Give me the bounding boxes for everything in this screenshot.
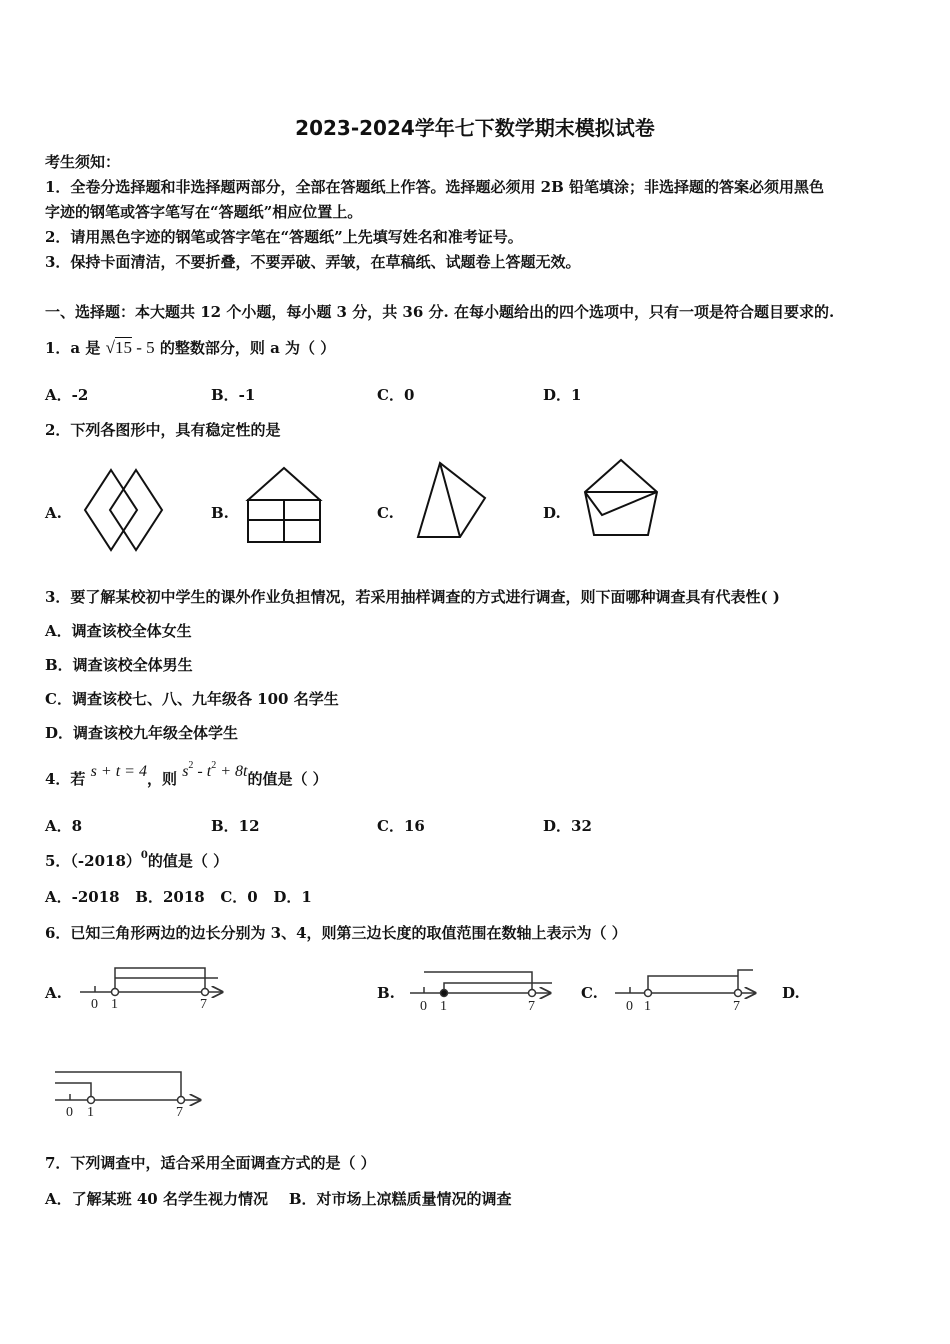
- q1-option-c[interactable]: C．0: [377, 386, 415, 404]
- tick-d-0: 0: [66, 1105, 73, 1120]
- q1-prefix: 1．a 是: [45, 339, 101, 357]
- q1-option-a[interactable]: A．-2: [45, 386, 89, 404]
- number-line-d: [55, 1072, 200, 1104]
- q4-suffix: 的值是（ ）: [247, 770, 328, 788]
- tick-d-1: 1: [87, 1105, 94, 1120]
- q7-stem: 7．下列调查中，适合采用全面调查方式的是（ ）: [45, 1154, 376, 1172]
- q2-label-b[interactable]: B.: [211, 504, 229, 522]
- q4-prefix: 4．若: [45, 770, 86, 788]
- q3-stem: 3．要了解某校初中学生的课外作业负担情况，若采用抽样调查的方式进行调查，则下面哪种调查具有代表性( ): [45, 588, 780, 606]
- q1-option-b[interactable]: B．-1: [211, 386, 256, 404]
- q2-label-c[interactable]: C.: [377, 504, 394, 522]
- q5-stem-b: 的值是（ ）: [147, 852, 229, 870]
- q5-options[interactable]: A．-2018 B．2018 C．0 D．1: [45, 888, 312, 906]
- tick-b-1: 1: [440, 999, 447, 1014]
- q6-label-d[interactable]: D.: [782, 984, 800, 1002]
- q1-minus: - 5: [131, 338, 155, 357]
- q4-exp-1: 2: [188, 760, 194, 771]
- q4-option-d[interactable]: D．32: [543, 817, 592, 835]
- tick-a-1: 1: [111, 997, 118, 1012]
- number-line-c: [615, 970, 755, 997]
- tick-a-0: 0: [91, 997, 98, 1012]
- q2-label-d[interactable]: D.: [543, 504, 561, 522]
- q7-options[interactable]: A．了解某班 40 名学生视力情况 B．对市场上凉糕质量情况的调查: [45, 1190, 512, 1208]
- q2-label-a[interactable]: A.: [45, 504, 62, 522]
- sqrt-expression: √15 - 5: [105, 338, 155, 357]
- number-line-a: [80, 968, 222, 996]
- q1-suffix: 的整数部分，则 a 为（ ）: [159, 339, 336, 357]
- tick-a-7: 7: [200, 997, 207, 1012]
- q4-exp-2: 2: [211, 760, 217, 771]
- q3-option-a[interactable]: A．调查该校全体女生: [45, 622, 192, 640]
- q4-expr-tail: + 8t: [216, 763, 248, 780]
- notice-line-2: 2．请用黑色字迹的钢笔或答字笔在“答题纸”上先填写姓名和准考证号。: [45, 228, 523, 246]
- notice-line-1b: 字迹的钢笔或答字笔写在“答题纸”相应位置上。: [45, 203, 363, 221]
- q3-option-c[interactable]: C．调查该校七、八、九年级各 100 名学生: [45, 690, 339, 708]
- q1-radicand: 15: [114, 338, 132, 357]
- tick-b-0: 0: [420, 999, 427, 1014]
- section-heading: 一、选择题：本大题共 12 个小题，每小题 3 分，共 36 分. 在每小题给出的四个选项中，只有一项是符合题目要求的.: [45, 303, 835, 321]
- q2-stem: 2．下列各图形中，具有稳定性的是: [45, 421, 281, 439]
- q5-exponent: 0: [140, 850, 148, 861]
- tick-d-7: 7: [176, 1105, 183, 1120]
- q6-label-c[interactable]: C.: [581, 984, 598, 1002]
- q4-expr-mid: - t: [193, 763, 212, 780]
- q4-option-b[interactable]: B．12: [211, 817, 260, 835]
- q1-option-d[interactable]: D．1: [543, 386, 582, 404]
- tick-b-7: 7: [528, 999, 535, 1014]
- notice-line-3: 3．保持卡面清洁，不要折叠，不要弄破、弄皱，在草稿纸、试题卷上答题无效。: [45, 253, 581, 271]
- tick-c-0: 0: [626, 999, 633, 1014]
- number-line-b: [410, 972, 552, 997]
- tick-c-7: 7: [733, 999, 740, 1014]
- page-title: 2023-2024学年七下数学期末模拟试卷: [295, 116, 655, 140]
- notice-heading: 考生须知：: [45, 153, 121, 171]
- q5-stem-a: 5．（-2018）: [45, 852, 141, 870]
- q6-stem: 6．已知三角形两边的边长分别为 3、4，则第三边长度的取值范围在数轴上表示为（ ）: [45, 924, 627, 942]
- q4-condition: s + t = 4: [90, 763, 147, 780]
- notice-line-1a: 1．全卷分选择题和非选择题两部分，全部在答题纸上作答。选择题必须用 2B 铅笔填涂；非选择题的答案必须用黑色: [45, 178, 825, 196]
- q4-option-c[interactable]: C．16: [377, 817, 425, 835]
- q4-option-a[interactable]: A．8: [45, 817, 83, 835]
- q3-option-b[interactable]: B．调查该校全体男生: [45, 656, 193, 674]
- q3-option-d[interactable]: D．调查该校九年级全体学生: [45, 724, 239, 742]
- q4-expr-s: s: [182, 763, 189, 780]
- q4-mid: ，则: [146, 770, 177, 788]
- q6-label-b[interactable]: B.: [377, 984, 395, 1002]
- tick-c-1: 1: [644, 999, 651, 1014]
- q6-label-a[interactable]: A.: [45, 984, 62, 1002]
